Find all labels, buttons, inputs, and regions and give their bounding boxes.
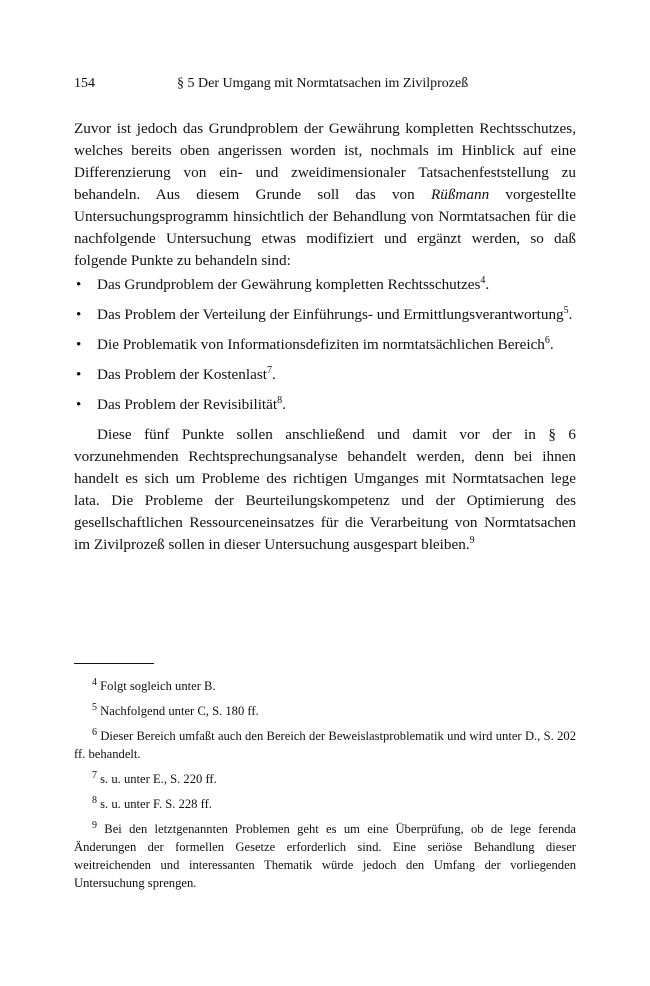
bullet-symbol: • [76,336,82,353]
footnote-ref: 9 [469,534,475,546]
bullet-text: Das Grundproblem der Gewährung kompletten Rechtsschutzes [97,276,481,293]
running-header [74,76,576,98]
footnote-text: Dieser Bereich umfaßt auch den Bereich der Beweislastproblematik und wird unter D., S. 202 ff. behandelt. [74,729,577,761]
bullet-end: . [549,336,554,353]
bullet-end: . [282,396,286,413]
bullet-end: . [568,306,573,323]
running-title: § 5 Der Umgang mit Normtatsachen im Zivilprozeß [177,76,469,91]
bullet-text: Das Problem der Revisibilität [97,396,278,413]
footnote-number: 7 [92,769,97,781]
footnote-ref: 6 [544,334,550,346]
footnote-number: 6 [92,726,97,738]
bullet-text: Die Problematik von Informationsdefiziten im normtatsächlichen Bereich [97,336,545,353]
bullet-symbol: • [76,306,82,323]
bullet-list [74,274,576,416]
main-text [74,118,576,556]
bullet-item [74,304,576,326]
page-number: 154 [74,76,95,91]
author-name: Rüßmann [430,186,490,203]
footnote-text: s. u. unter E., S. 220 ff. [100,772,217,786]
intro-text-before: Zuvor ist jedoch das Grundproblem der Gewährung kompletten Rechtsschutzes, welches bereits oben angerissen worden ist, nochmals im Hinblick auf eine Differenzierung von ein- und zweidimensionaler Tatsachenfeststellung zu behandeln. Aus diesem Grunde soll das von [74,120,576,203]
footnote [74,677,576,695]
footnote-number: 5 [92,701,97,713]
footnote-text: Bei den letztgenannten Problemen geht es um eine Überprüfung, ob de lege ferenda Änderungen der formellen Gesetze erforderlich sind. Eine seriöse Behandlung dieser weitreichenden und interessanten Thematik würde jedoch den Umfang der vorliegenden Untersuchung sprengen. [74,822,576,890]
bullet-end: . [485,276,490,293]
bullet-symbol: • [76,396,82,413]
footnote [74,770,576,788]
footnotes [74,677,576,899]
footnote-number: 8 [92,794,97,806]
footnote-text: s. u. unter F. S. 228 ff. [100,797,212,811]
footnote-number: 9 [92,819,97,831]
bullet-item [74,364,576,386]
footnote-number: 4 [92,676,97,688]
footnote-ref: 8 [277,394,283,406]
bullet-item [74,334,576,356]
closing-paragraph [74,424,576,556]
intro-text-after: vorgestellte Untersuchungsprogramm hinsichtlich der Behandlung von Normtatsachen für die nachfolgende Untersuchung etwas modifiziert und ergänzt werden, so daß folgende Punkte zu behandeln sind: [74,186,576,269]
footnote [74,795,576,813]
intro-paragraph [74,118,576,272]
closing-text: Diese fünf Punkte sollen anschließend und damit vor der in § 6 vorzunehmenden Rechtsprechungsanalyse behandelt werden, denn bei ihnen handelt es sich um Probleme des richtigen Umganges mit Normtatsachen lege lata. Die Probleme der Beurteilungskompetenz und der Optimierung des gesellschaftlichen Ressourceneinsatzes für die Verarbeitung von Normtatsachen im Zivilprozeß sollen in dieser Untersuchung ausgespart bleiben. [74,426,576,553]
footnote-ref: 4 [480,274,486,286]
footnote [74,727,576,763]
bullet-text: Das Problem der Kostenlast [97,366,267,383]
footnote-text: Nachfolgend unter C, S. 180 ff. [100,704,259,718]
footnote [74,702,576,720]
footnote-divider [74,663,154,664]
footnote-ref: 5 [563,304,569,316]
footnote-ref: 7 [266,364,272,376]
bullet-text: Das Problem der Verteilung der Einführungs- und Ermittlungsverantwortung [97,306,564,323]
footnote-text: Folgt sogleich unter B. [100,679,216,693]
bullet-end: . [271,366,276,383]
bullet-item [74,274,576,296]
bullet-item [74,394,576,416]
footnote [74,820,576,892]
bullet-symbol: • [76,276,82,293]
bullet-symbol: • [76,366,82,383]
